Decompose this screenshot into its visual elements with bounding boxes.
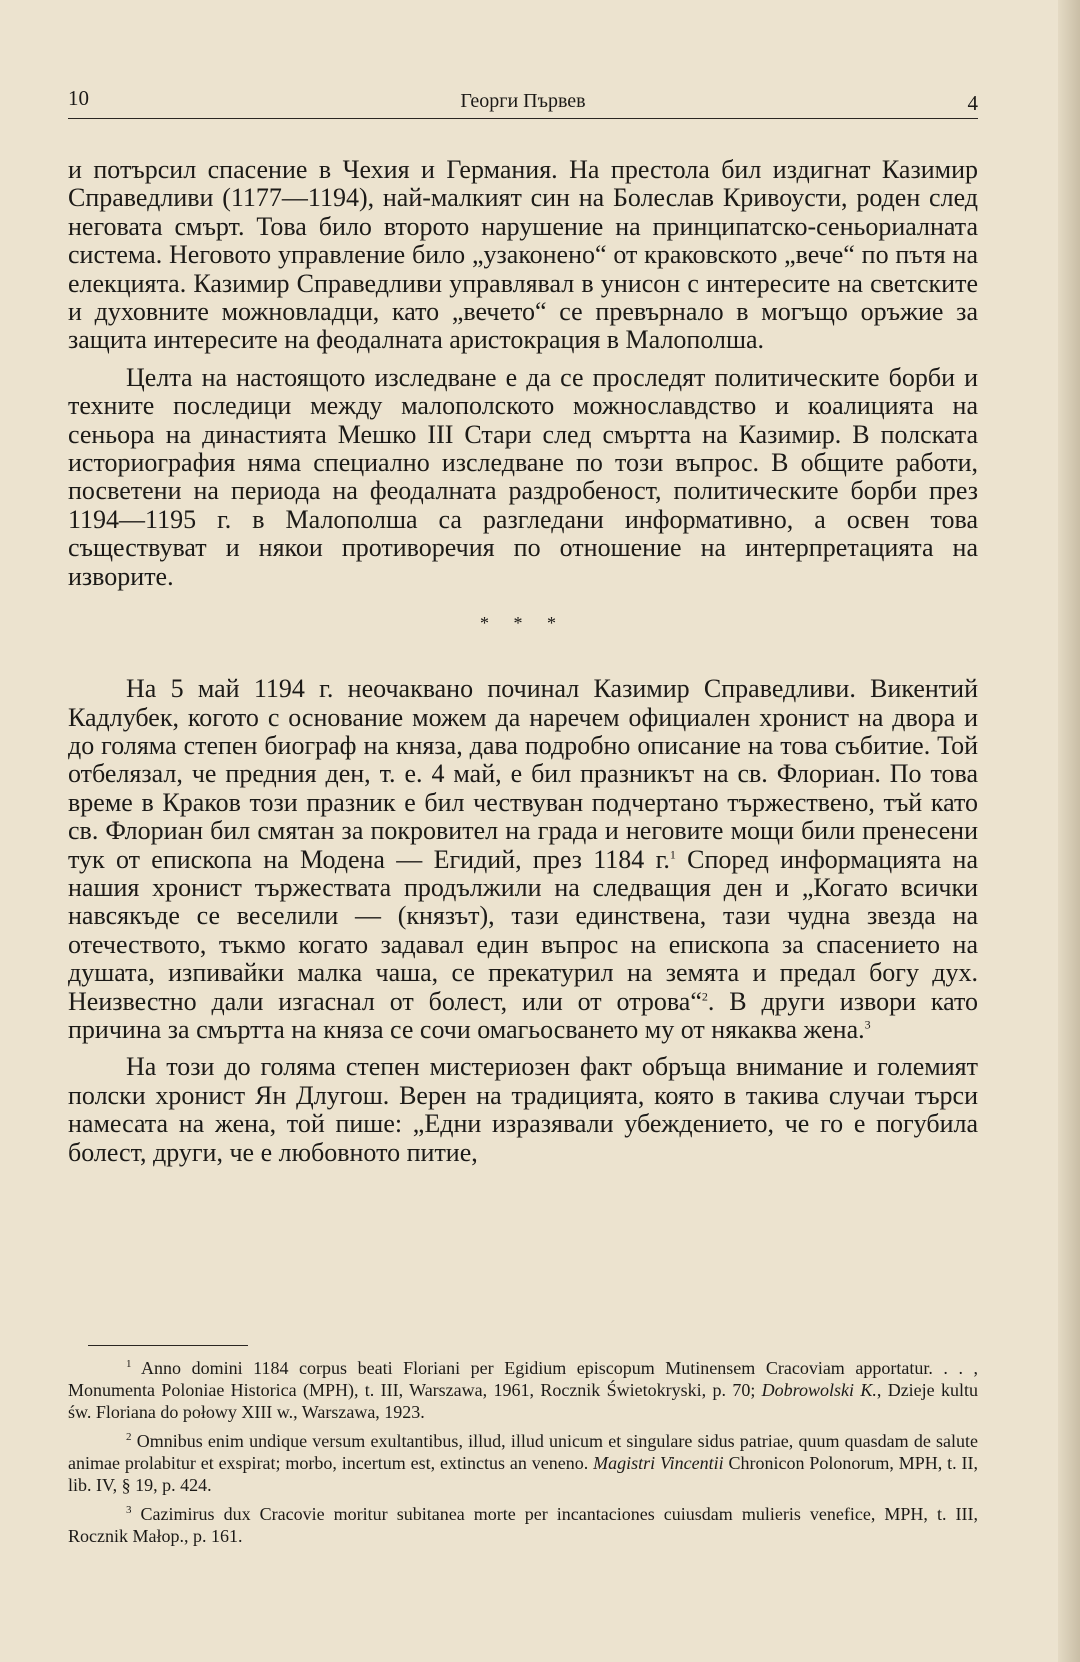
footnote-ref-1: 1 (669, 846, 676, 861)
page-number: 10 (68, 86, 89, 110)
footnotes (68, 1357, 978, 1554)
footnote-3 (68, 1503, 978, 1547)
running-head: Георги Първев (460, 90, 586, 112)
section-separator: * * * (480, 613, 566, 634)
page-header (68, 86, 978, 119)
paragraph-3-part-a: На 5 май 1194 г. неочаквано починал Казимир Справедливи. Викентий Кадлубек, когото с основание можем да наречем официален хронист на двора и до голяма степен биограф на княза, дава подробно описание на това събитие. Той отбелязал, че предния ден, т. е. 4 май, е бил празникът на св. Флориан. По това време в Краков този празник е бил чествуван подчертано тържествено, тъй като св. Флориан бил смятан за покровител на града и неговите мощи били пренесени тук от епископа на Модена — Егидий, през 1184 г. (68, 674, 978, 874)
footnote-author: Magistri Vincentii (593, 1453, 724, 1473)
paragraph-3-part-b: Според информацията на нашия хронист тържествата продължили на следващия ден и „Когато всички навсякъде се веселили — (князът), тази единствена, тази чудна звезда на отечеството, тъкмо когато задавал един въпрос на епископа за спасението на душата, изпивайки малка чаша, се прекатурил на земята и предал богу дух. Неизвестно дали изгаснал от болест, или от отрова“ (68, 844, 978, 1016)
footnote-number: 2 (126, 1431, 132, 1443)
paragraph-4: На този до голяма степен мистериозен факт обръща внимание и големият полски хронист Ян Длугош. Верен на традицията, която в такива случаи търси намесата на жена, той пише: „Едни изразявали убеждението, че го е погубила болест, други, че е любовното питие, (68, 1052, 978, 1167)
footnote-rule (88, 1345, 248, 1346)
footnote-text: Cazimirus dux Cracovie moritur subitanea morte per incantaciones cuiusdam mulieris venefice, MPH, t. III, Rocznik Małop., p. 161. (68, 1504, 978, 1546)
footnote-ref-3: 3 (864, 1017, 871, 1032)
footnote-number: 1 (126, 1358, 132, 1370)
footnote-text: Omnibus enim undique versum exultantibus, illud, illud unicum et singulare sidus patriae, quum quasdam de salute animae prolabitur et exspirat; morbo, incertum est, extinctus an veneno. (68, 1431, 978, 1473)
paragraph-2: Целта на настоящото изследване е да се проследят политическите борби и техните последици между малополското можнославдство и коалицията на сеньора на династията Мешко III Стари след смъртта на Казимир. В полската историография няма специално изследване по този въпрос. В общите работи, посветени на периода на феодалната раздробеност, политическите борби през 1194—1195 г. в Малополша са разгледани информативно, а освен това съществуват и някои противоречия по отношение на интерпретацията на изворите. (68, 362, 978, 591)
footnote-text: Chronicon Polonorum, MPH, t. II, lib. IV, § 19, p. 424. (68, 1453, 978, 1495)
paragraph-3 (68, 675, 978, 1044)
footnote-2 (68, 1430, 978, 1496)
footnote-text: Anno domini 1184 corpus beati Floriani per Egidium episcopum Mutinensem Cracoviam apportatur. . . , Monumenta Poloniae Historica (MPH), t. III, Warszawa, 1961, Rocznik Świetokryski, p. 70; (68, 1358, 978, 1400)
paragraph-3-part-c: . В други извори като причина за смъртта на княза се сочи омагьосването му от някаква жена. (68, 986, 978, 1044)
footnote-number: 3 (126, 1504, 132, 1516)
footnote-1 (68, 1357, 978, 1423)
page-edge (1058, 0, 1080, 1662)
body-text (68, 156, 978, 1167)
footnote-text: , Dzieje kultu św. Floriana do połowy XIII w., Warszawa, 1923. (68, 1380, 979, 1422)
paragraph-1: и потърсил спасение в Чехия и Германия. На престола бил издигнат Казимир Справедливи (1177—1194), най-малкият син на Болеслав Кривоусти, роден след неговата смърт. Това било второто нарушение на принципатско-сеньориалната система. Неговото управление било „узаконено“ от краковското „вече“ по пътя на елекцията. Казимир Справедливи управлявал в унисон с интересите на светските и духовните можновладци, като „вечето“ се превърнало в могъщо оръжие за защита интересите на феодалната аристокрация в Малополша. (68, 155, 978, 355)
footnote-ref-2: 2 (701, 988, 708, 1003)
footnote-author: Dobrowolski K. (761, 1380, 877, 1400)
chapter-number: 4 (967, 91, 978, 115)
